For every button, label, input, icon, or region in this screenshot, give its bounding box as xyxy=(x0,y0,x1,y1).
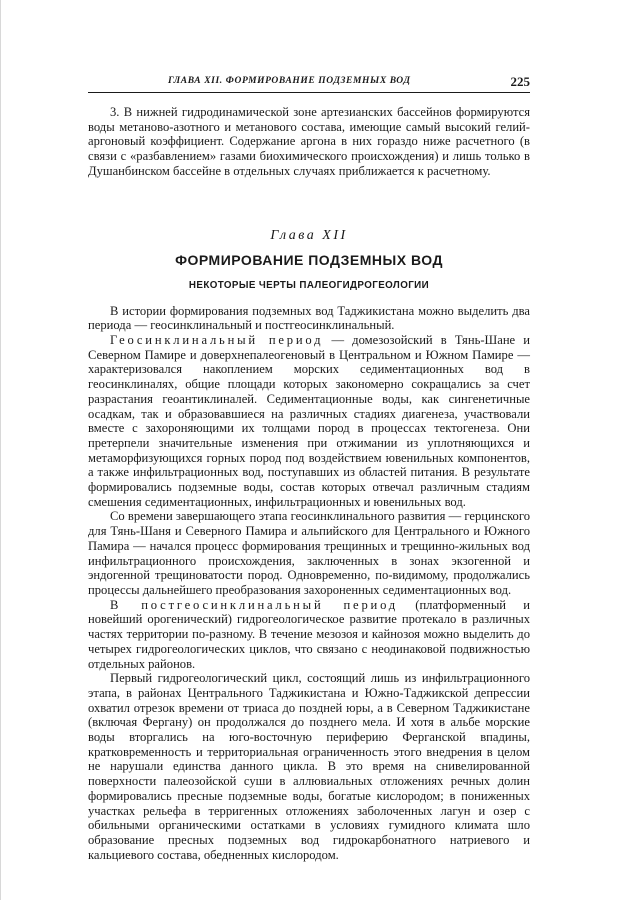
chapter-label: Глава XII xyxy=(270,227,348,243)
term-postgeosynclinal-period: В постгеосинклинальный период xyxy=(110,597,399,612)
header-rule xyxy=(88,92,530,93)
paragraph-2-text: — домезозойский в Тянь-Шане и Северном Памире и доверхнепалеогеновый в Центральном и Южном Памире — характеризовался накоплением морских седиментационных вод в геосинклиналях, общие площади которых закономерно сокращались за счет разрастания геоантиклиналей. Седиментационные воды, как сингенетичные осадкам, так и образовавшиеся на различных стадиях диагенеза, участвовали вместе с захороняющими их толщами пород в процессах тектогенеза. Они претерпели значительные изменения при отжимании из уплотняющихся и метаморфизующихся горных пород под воздействием ювенильных компонентов, а также инфильтрационных вод, поступавших из областей питания. В результате формировались подземные воды, состав которых отвечал различным стадиям смешения седиментационных, инфильтрационных и ювенильных вод. xyxy=(88,333,530,509)
section-title: НЕКОТОРЫЕ ЧЕРТЫ ПАЛЕОГИДРОГЕОЛОГИИ xyxy=(188,279,430,291)
page-content xyxy=(88,105,530,862)
page-header xyxy=(88,73,530,93)
intro-paragraph: 3. В нижней гидродинамической зоне артезианских бассейнов формируются воды метаново-азотного и метанового состава, имеющие самый высокий гелий-аргоновый коэффициент. Содержание аргона в них гораздо ниже расчетного (в связи с «разбавлением» газами биохимического происхождения) и лишь только в Душанбинском бассейне в отдельных случаях приближается к расчетному. xyxy=(88,105,530,178)
paragraph-4-text: (платформенный и новейший орогенический) гидрогеологическое развитие протекало в различных частях территории по-разному. В течение мезозоя и кайнозоя можно выделить до четырех гидрогеологических циклов, что связано с неодинаковой подвижностью отдельных районов. xyxy=(88,597,531,671)
chapter-title: ФОРМИРОВАНИЕ ПОДЗЕМНЫХ ВОД xyxy=(175,252,443,269)
term-geosynclinal-period: Геосинклинальный период xyxy=(110,333,324,348)
paragraph-4 xyxy=(88,598,530,672)
paragraph-5: Первый гидрогеологический цикл, состоящий лишь из инфильтрационного этапа, в районах Центрального Таджикистана и Южно-Таджикской депрессии охватил отрезок времени от триаса до поздней юры, а в Северном Таджикистане (включая Фергану) он продолжался до позднего мела. И хотя в альбе морские воды вторгались на юго-восточную периферию Ферганской впадины, кратковременность и территориальная ограниченность этого внедрения в целом не нарушали единства данного цикла. В это время на снивелированной поверхности палеозойской суши в аллювиальных отложениях речных долин формировались пресные подземные воды, богатые кислородом; в пониженных участках рельефа в терригенных отложениях заболоченных лагун и озер с обильными органическими остатками в условиях гумидного климата шло образование пресных подземных вод гидрокарбонатного натриевого и кальциевого состава, обедненных кислородом. xyxy=(88,671,530,862)
paragraph-3: Со времени завершающего этапа геосинклинального развития — герцинского для Тянь-Шаня и Северного Памира и альпийского для Центрального и Южного Памира — начался процесс формирования трещинных и трещинно-жильных вод инфильтрационного происхождения, заключенных в зонах экзогенной и эндогенной трещиноватости пород. Одновременно, по-видимому, продолжались процессы дальнейшего преобразования захороненных седиментационных вод. xyxy=(88,509,530,597)
paragraph-1: В истории формирования подземных вод Таджикистана можно выделить два периода — геосинклинальный и постгеосинклинальный. xyxy=(88,303,530,333)
paragraph-2 xyxy=(88,333,530,509)
running-head: ГЛАВА XII. ФОРМИРОВАНИЕ ПОДЗЕМНЫХ ВОД xyxy=(168,76,411,86)
page-number: 225 xyxy=(510,74,530,89)
